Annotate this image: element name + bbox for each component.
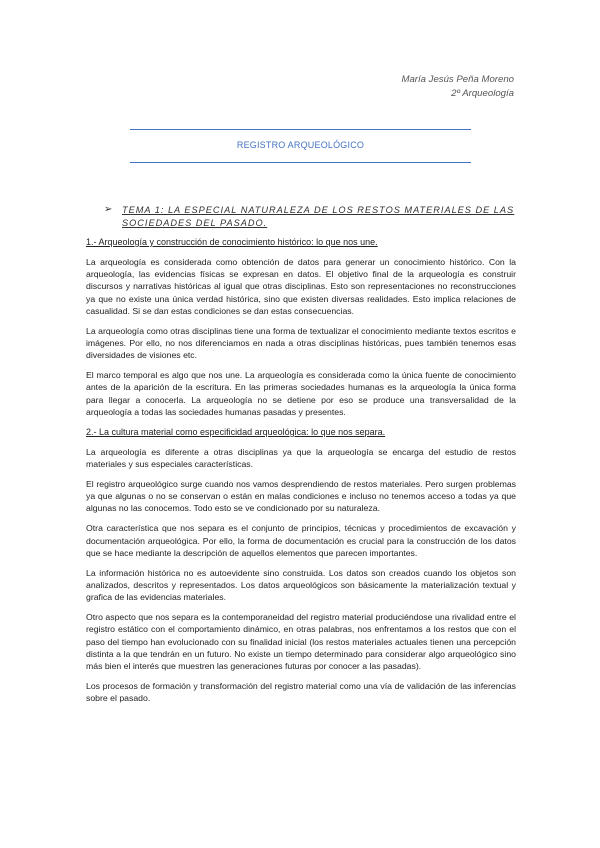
paragraph: El marco temporal es algo que nos une. La arqueología es considerada como la única fuente de conocimiento antes de la aparición de la escritura. En las primeras sociedades humanas es la arqueología la única forma para llegar a conocerla. La arqueología no se detiene por eso se produce una transversalidad de la arqueología a todas las sociedades humanas pasadas y presentes. — [86, 370, 516, 417]
document-body — [86, 236, 516, 712]
title-rule-top — [130, 129, 471, 130]
author-name: María Jesús Peña Moreno — [401, 74, 514, 85]
section-heading: 2.- La cultura material como especificidad arqueológica: lo que nos separa. — [86, 426, 386, 437]
arrow-bullet-icon: ➢ — [104, 204, 113, 215]
section-2 — [86, 426, 516, 705]
section-heading: 1.- Arqueología y construcción de conocimiento histórico: lo que nos une. — [86, 237, 378, 247]
paragraph: Otro aspecto que nos separa es la contemporaneidad del registro material produciéndose una rivalidad entre el registro estático con el comportamiento dinámico, en otras palabras, nos enfrentamos a los restos que con el paso del tiempo han evolucionado con su finalidad inicial (los restos materiales actuales tienen una percepción distinta a la que tendrán en un futuro. No existe un tiempo determinado para considerar algo arqueológico sino más bien el interés que muestren las generaciones futuras por conocer a las pasadas). — [86, 612, 516, 672]
topic-title: TEMA 1: LA ESPECIAL NATURALEZA DE LOS RESTOS MATERIALES DE LAS SOCIEDADES DEL PASADO. — [122, 205, 515, 228]
course-label: 2º Arqueología — [451, 88, 514, 99]
section-1 — [86, 236, 516, 418]
topic-heading — [104, 204, 516, 229]
paragraph: Los procesos de formación y transformación del registro material como una vía de validación de las inferencias sobre el pasado. — [86, 681, 516, 704]
document-title: REGISTRO ARQUEOLÓGICO — [236, 140, 365, 150]
paragraph: El registro arqueológico surge cuando nos vamos desprendiendo de restos materiales. Pero surgen problemas ya que algunas o no se conservan o están en malas condiciones e incluso no tenemos acceso a todas ya que algunas no las conocemos. Todo esto se ve condicionado por su naturaleza. — [86, 479, 516, 514]
paragraph: La arqueología es diferente a otras disciplinas ya que la arqueología se encarga del estudio de restos materiales y sus especiales características. — [86, 446, 516, 470]
title-rule-bottom — [130, 162, 471, 163]
paragraph: La arqueología como otras disciplinas tiene una forma de textualizar el conocimiento mediante textos escritos e imágenes. Por ello, no nos diferenciamos en nada a otras disciplinas históricas, pues también tenemos esas diversidades de visiones etc. — [86, 325, 516, 361]
paragraph: La información histórica no es autoevidente sino construida. Los datos son creados cuando los objetos son analizados, descritos y representados. Los datos arqueológicos son básicamente la materialización textual y grafica de las evidencias materiales. — [86, 567, 516, 603]
paragraph: La arqueología es considerada como obtención de datos para generar un conocimiento histórico. Con la arqueología, las evidencias físicas se expresan en datos. El objetivo final de la arqueología es construir discursos y narrativas históricas al igual que otras disciplinas. Esto son representaciones no reconstrucciones ya que no existe una única verdad histórica, sino que existen diversas realidades. Esto implica relaciones de casualidad. Si se dan estas condiciones se dan estas consecuencias. — [86, 257, 516, 316]
author-block — [401, 73, 514, 101]
paragraph: Otra característica que nos separa es el conjunto de principios, técnicas y procedimientos de excavación y documentación arqueológica. Por ello, la forma de documentación es crucial para la construcción de los datos que se hace mediante la descripción de aquellos elementos que parecen importantes. — [86, 523, 516, 558]
